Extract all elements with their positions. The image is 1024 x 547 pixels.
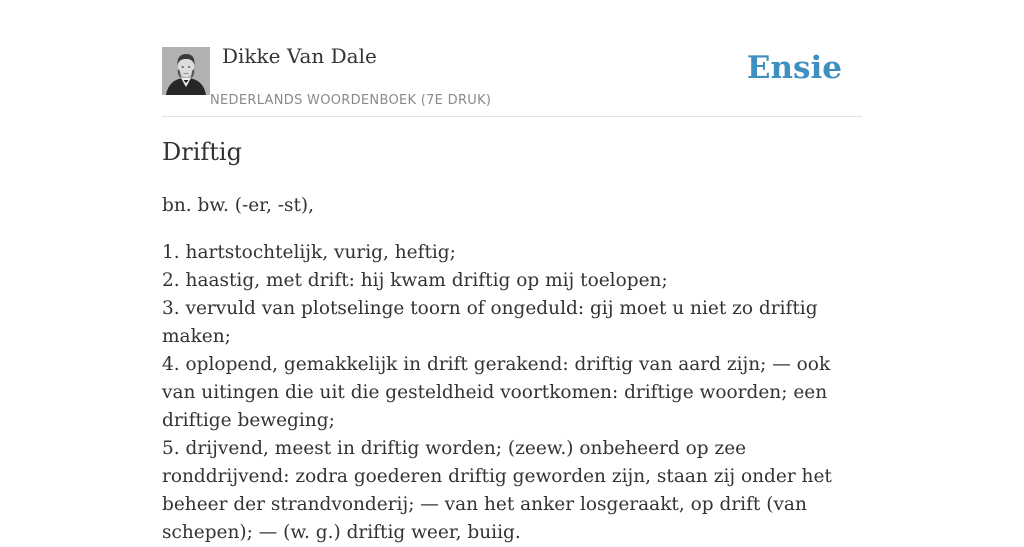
grammar-note: bn. bw. (-er, -st),	[162, 195, 315, 216]
site-logo[interactable]: Ensie	[746, 50, 842, 86]
definition-item: 4. oplopend, gemakkelijk in drift gerakend: driftig van aard zijn; — ook van uitingen die uit die gesteldheid voortkomen: driftige woorden; een driftige beweging;	[162, 354, 831, 431]
portrait-image	[162, 47, 210, 95]
entry-title: Driftig	[162, 138, 242, 166]
book-title[interactable]: NEDERLANDS WOORDENBOEK (7E DRUK)	[210, 93, 492, 108]
definition-item: 5. drijvend, meest in driftig worden; (zeew.) onbeheerd op zee ronddrijvend: zodra goederen driftig geworden zijn, staan zij onder het beheer der strandvonderij; — van het anker losgeraakt, op drift (van schepen); — (w. g.) driftig weer, buiig.	[162, 438, 832, 543]
definition-item: 2. haastig, met drift: hij kwam driftig op mij toelopen;	[162, 270, 668, 291]
definition-item: 1. hartstochtelijk, vurig, heftig;	[162, 242, 456, 263]
header	[162, 0, 862, 117]
author-name[interactable]: Dikke Van Dale	[222, 44, 377, 68]
author-avatar[interactable]	[162, 47, 210, 95]
definition-item: 3. vervuld van plotselinge toorn of ongeduld: gij moet u niet zo driftig maken;	[162, 298, 818, 347]
entry-content	[162, 192, 852, 547]
